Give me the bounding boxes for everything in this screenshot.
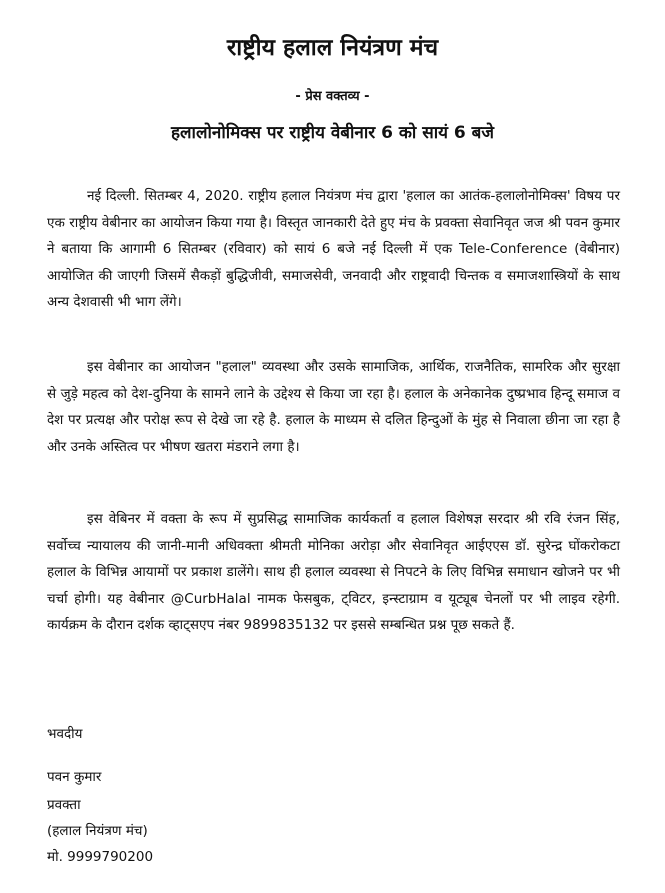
body-paragraph-1: नई दिल्ली. सितम्बर 4, 2020. राष्ट्रीय हलाल नियंत्रण मंच द्वारा 'हलाल का आतंक-हलालोनोमिक्स' विषय पर एक राष्ट्रीय वेबीनार का आयोजन किया गया है। विस्तृत जानकारी देते हुए मंच के प्रवक्ता सेवानिवृत जज श्री पवन कुमार ने बताया कि आगामी 6 सितम्बर (रविवार) को सायं 6 बजे नई दिल्ली में एक Tele-Conference (वेबीनार) आयोजित की जाएगी जिसमें सैकड़ों बुद्धिजीवी, समाजसेवी, जनवादी और राष्ट्रवादी चिन्तक व समाजशास्त्रियों के साथ अन्य देशवासी भी भाग लेंगे। xyxy=(47,188,620,310)
body-paragraph-3: इस वेबिनर में वक्ता के रूप में सुप्रसिद्ध सामाजिक कार्यकर्ता व हलाल विशेषज्ञ सरदार श्री रवि रंजन सिंह, सर्वोच्च न्यायालय की जानी-मानी अधिवक्ता श्रीमती मोनिका अरोड़ा और सेवानिवृत आईएएस डॉ. सुरेन्द्र घोंकरोकटा हलाल के विभिन्न आयामों पर प्रकाश डालेंगे। साथ ही हलाल व्यवस्था से निपटने के लिए विभिन्न समाधान खोजने पर भी चर्चा होगी। यह वेबीनार @CurbHalal नामक फेसबुक, ट्विटर, इन्स्टाग्राम व यूट्यूब चेनलों पर भी लाइव रहेगी. कार्यक्रम के दौरान दर्शक व्हाट्सएप नंबर 9899835132 पर इससे सम्बन्धित प्रश्न पूछ सकते हैं. xyxy=(47,511,620,633)
document-title: राष्ट्रीय हलाल नियंत्रण मंच xyxy=(226,35,439,61)
signatory-role: प्रवक्ता xyxy=(47,797,81,813)
body-paragraph-2: इस वेबीनार का आयोजन "हलाल" व्यवस्था और उसके सामाजिक, आर्थिक, राजनैतिक, सामरिक और सुरक्षा से जुड़े महत्व को देश-दुनिया के सामने लाने के उद्देश्य से किया जा रहा है। हलाल के अनेकानेक दुष्प्रभाव हिन्दू समाज व देश पर प्रत्यक्ष और परोक्ष रूप से देखे जा रहे है. हलाल के माध्यम से दलित हिन्दुओं के मुंह से निवाला छीना जा रहा है और उनके अस्तित्व पर भीषण खतरा मंडराने लगा है। xyxy=(47,359,620,455)
closing-salutation: भवदीय xyxy=(47,726,83,742)
signatory-name: पवन कुमार xyxy=(47,769,102,785)
document-headline: हलालोनोमिक्स पर राष्ट्रीय वेबीनार 6 को सायं 6 बजे xyxy=(171,123,494,143)
document-subtitle: - प्रेस वक्तव्य - xyxy=(295,89,370,104)
signatory-organization: (हलाल नियंत्रण मंच) xyxy=(47,823,148,839)
signatory-phone: मो. 9999790200 xyxy=(47,849,154,865)
